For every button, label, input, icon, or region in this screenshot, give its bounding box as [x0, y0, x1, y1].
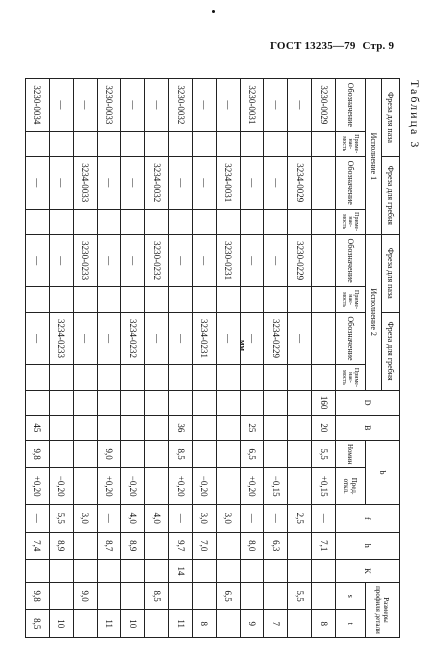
group-cutter-slot: Фреза для паза	[382, 79, 400, 157]
table-cell: +0,20	[97, 468, 121, 505]
table-cell: —	[264, 79, 288, 132]
table-cell	[240, 131, 264, 156]
table-cell: —	[216, 79, 240, 132]
table-cell	[216, 468, 240, 505]
table-cell	[73, 560, 97, 583]
col-designation-1: Обозначение	[336, 79, 366, 132]
rotated-table-wrapper	[25, 78, 400, 638]
table-cell	[121, 390, 145, 415]
table-cell	[240, 560, 264, 583]
table-cell	[169, 131, 193, 156]
table-cell	[192, 560, 216, 583]
group-cutter-slot-2: Фреза для паза	[382, 234, 400, 312]
table-cell: 5,5	[288, 582, 312, 609]
table-cell	[145, 440, 169, 467]
col-s: s	[336, 582, 366, 609]
table-cell	[73, 365, 97, 390]
table-cell: —	[312, 505, 336, 532]
table-cell: 3234-0231	[192, 312, 216, 365]
table-cell	[49, 440, 73, 467]
group-rib-dims: Размеры профиля детали	[366, 582, 400, 637]
table-cell	[97, 415, 121, 440]
table-cell	[26, 131, 50, 156]
table-cell: 3230-0033	[97, 79, 121, 132]
table-cell: 8,5	[169, 440, 193, 467]
table-cell: 10	[49, 610, 73, 638]
table-cell	[192, 131, 216, 156]
table-cell: 25	[240, 415, 264, 440]
table-cell	[49, 287, 73, 312]
col-k: K	[336, 560, 400, 583]
table-cell	[264, 365, 288, 390]
table-cell	[73, 209, 97, 234]
table-cell	[288, 560, 312, 583]
table-cell	[97, 209, 121, 234]
table-cell	[288, 440, 312, 467]
table-cell	[169, 209, 193, 234]
table-cell	[26, 287, 50, 312]
table-cell	[192, 287, 216, 312]
table-cell: —	[169, 505, 193, 532]
table-cell	[121, 415, 145, 440]
table-cell: 8,7	[97, 532, 121, 559]
table-cell: +0,15	[312, 468, 336, 505]
table-cell	[121, 560, 145, 583]
table-cell: —	[216, 312, 240, 365]
table-cell	[240, 287, 264, 312]
table-cell	[264, 415, 288, 440]
table-cell	[312, 209, 336, 234]
table-cell	[264, 209, 288, 234]
table-cell: +0,20	[169, 468, 193, 505]
table-cell: 9	[240, 610, 264, 638]
table-cell: 3230-0032	[169, 79, 193, 132]
table-title: Таблица 3	[408, 80, 422, 150]
table-cell	[288, 415, 312, 440]
table-cell: 3,0	[73, 505, 97, 532]
table-cell: —	[288, 312, 312, 365]
table-cell: —	[169, 156, 193, 209]
table-cell	[26, 209, 50, 234]
table-cell: 20	[312, 415, 336, 440]
table-cell: 3234-0032	[145, 156, 169, 209]
table-cell	[97, 287, 121, 312]
table-cell	[26, 390, 50, 415]
table-cell: 3230-0233	[73, 234, 97, 287]
table-row	[264, 79, 288, 638]
table-cell: —	[240, 234, 264, 287]
table-cell	[73, 610, 97, 638]
col-b: B	[336, 415, 400, 440]
col-designation-2: Обозначение	[336, 156, 366, 209]
table-cell	[169, 582, 193, 609]
page-header	[270, 40, 394, 52]
table-cell: —	[121, 234, 145, 287]
table-cell	[97, 560, 121, 583]
table-cell: —	[169, 234, 193, 287]
table-cell	[121, 287, 145, 312]
table-cell: —	[145, 312, 169, 365]
table-cell: 3234-0229	[264, 312, 288, 365]
table-cell	[169, 365, 193, 390]
table-row	[240, 79, 264, 638]
table-cell: 45	[26, 415, 50, 440]
group-cutter-rib: Фреза для гребня	[382, 156, 400, 234]
table-cell	[49, 131, 73, 156]
table-cell	[264, 582, 288, 609]
table-cell: 2,5	[288, 505, 312, 532]
table-cell: 6,5	[216, 582, 240, 609]
col-b-tol: Пред. откл.	[336, 468, 366, 505]
col-b-nom: Номин	[336, 440, 366, 467]
table-cell	[121, 131, 145, 156]
table-cell: —	[26, 234, 50, 287]
table-cell: 8,5	[26, 610, 50, 638]
table-cell: −0,15	[264, 468, 288, 505]
table-cell	[26, 560, 50, 583]
table-cell	[192, 390, 216, 415]
table-cell: 9,8	[26, 582, 50, 609]
table-row	[49, 79, 73, 638]
table-cell	[312, 234, 336, 287]
table-cell	[49, 560, 73, 583]
ink-dot	[212, 10, 215, 13]
col-applicability-2: Применаемость	[336, 209, 366, 234]
table-cell	[121, 209, 145, 234]
table-cell	[73, 415, 97, 440]
table-cell	[49, 209, 73, 234]
table-cell: 9,0	[73, 582, 97, 609]
table-cell: —	[192, 234, 216, 287]
table-cell	[312, 582, 336, 609]
table-cell	[264, 287, 288, 312]
table-cell: 9,0	[97, 440, 121, 467]
table-cell	[192, 415, 216, 440]
table-row	[121, 79, 145, 638]
table-cell	[121, 365, 145, 390]
table-cell: —	[240, 505, 264, 532]
table-cell	[216, 532, 240, 559]
table-cell	[216, 390, 240, 415]
table-cell: —	[26, 312, 50, 365]
table-cell: —	[97, 505, 121, 532]
table-cell: —	[288, 79, 312, 132]
table-cell	[312, 560, 336, 583]
table-row	[145, 79, 169, 638]
table-cell	[216, 560, 240, 583]
table-cell: 36	[169, 415, 193, 440]
table-cell	[312, 131, 336, 156]
table-cell: 11	[97, 610, 121, 638]
col-b-group: b	[366, 440, 400, 504]
table-row	[216, 79, 240, 638]
col-f: f	[336, 505, 400, 532]
table-cell	[97, 365, 121, 390]
table-cell: 5,5	[49, 505, 73, 532]
table-cell	[288, 209, 312, 234]
table-cell: 3230-0231	[216, 234, 240, 287]
table-cell	[216, 365, 240, 390]
table-cell	[73, 532, 97, 559]
table-cell	[288, 131, 312, 156]
table-cell	[312, 287, 336, 312]
table-cell: —	[240, 156, 264, 209]
table-cell: —	[97, 156, 121, 209]
table-cell	[312, 156, 336, 209]
table-cell: —	[145, 79, 169, 132]
table-row	[288, 79, 312, 638]
table-cell	[145, 287, 169, 312]
table-cell: 8	[312, 610, 336, 638]
table-cell	[145, 415, 169, 440]
table-cell: 3234-0029	[288, 156, 312, 209]
table-cell: 9,8	[26, 440, 50, 467]
table-cell: 4,0	[121, 505, 145, 532]
table-cell: 7,0	[192, 532, 216, 559]
table-cell: 9,7	[169, 532, 193, 559]
spec-table	[25, 78, 400, 638]
table-cell	[264, 560, 288, 583]
table-cell: —	[97, 234, 121, 287]
table-cell: −0,20	[192, 468, 216, 505]
table-cell	[145, 390, 169, 415]
table-cell	[192, 440, 216, 467]
col-t: t	[336, 610, 366, 638]
table-cell	[288, 532, 312, 559]
table-cell	[169, 287, 193, 312]
table-cell: 3230-0232	[145, 234, 169, 287]
table-cell	[192, 365, 216, 390]
col-h: h	[336, 532, 400, 559]
table-cell: 3234-0233	[49, 312, 73, 365]
table-cell	[192, 209, 216, 234]
table-cell	[216, 415, 240, 440]
table-cell: 3230-0031	[240, 79, 264, 132]
table-cell: 6,3	[264, 532, 288, 559]
table-row	[73, 79, 97, 638]
table-cell: —	[264, 234, 288, 287]
table-cell	[169, 390, 193, 415]
table-cell: 6,5	[240, 440, 264, 467]
table-cell	[121, 440, 145, 467]
table-cell	[49, 365, 73, 390]
table-cell	[121, 582, 145, 609]
table-cell: 8	[192, 610, 216, 638]
table-cell: —	[121, 79, 145, 132]
table-cell	[288, 468, 312, 505]
table-cell: —	[49, 156, 73, 209]
table-cell: —	[26, 505, 50, 532]
table-cell: 8,9	[121, 532, 145, 559]
table-cell	[145, 610, 169, 638]
table-cell	[145, 532, 169, 559]
table-row	[192, 79, 216, 638]
table-cell: —	[73, 312, 97, 365]
table-cell: 14	[169, 560, 193, 583]
table-cell: 3,0	[216, 505, 240, 532]
col-designation-4: Обозначение	[336, 312, 366, 365]
gost-number: ГОСТ 13235—79	[270, 40, 356, 52]
table-cell	[216, 209, 240, 234]
table-cell	[288, 390, 312, 415]
table-cell	[97, 390, 121, 415]
table-cell: —	[26, 156, 50, 209]
table-cell	[73, 440, 97, 467]
table-cell	[145, 560, 169, 583]
table-row	[169, 79, 193, 638]
table-cell	[97, 582, 121, 609]
table-cell: 8,9	[49, 532, 73, 559]
table-cell: —	[121, 156, 145, 209]
col-applicability-4: Применаемость	[336, 365, 366, 390]
table-cell: 3,0	[192, 505, 216, 532]
table-cell	[240, 390, 264, 415]
table-cell	[192, 582, 216, 609]
table-cell	[49, 415, 73, 440]
table-cell: —	[240, 312, 264, 365]
table-cell: —	[49, 79, 73, 132]
table-cell: 8,5	[145, 582, 169, 609]
table-cell: 7	[264, 610, 288, 638]
table-cell	[49, 582, 73, 609]
table-cell: 7,4	[26, 532, 50, 559]
table-cell	[73, 287, 97, 312]
table-cell	[216, 131, 240, 156]
group-variant2: Исполнение 2	[366, 234, 382, 390]
table-cell: 8,0	[240, 532, 264, 559]
table-cell	[288, 365, 312, 390]
table-cell	[312, 312, 336, 365]
units-label: мм	[238, 340, 247, 351]
table-cell: —	[264, 505, 288, 532]
table-cell: —	[192, 79, 216, 132]
table-cell: −0,20	[49, 468, 73, 505]
page-number: Стр. 9	[362, 40, 395, 52]
table-cell: 3230-0029	[312, 79, 336, 132]
col-applicability-3: Применаемость	[336, 287, 366, 312]
table-cell	[145, 131, 169, 156]
table-cell	[73, 468, 97, 505]
table-cell	[73, 131, 97, 156]
table-cell: 7,1	[312, 532, 336, 559]
table-cell: —	[49, 234, 73, 287]
table-cell	[288, 610, 312, 638]
table-cell: 3234-0031	[216, 156, 240, 209]
table-cell: 3230-0034	[26, 79, 50, 132]
table-cell: 5,5	[312, 440, 336, 467]
col-d: D	[336, 390, 400, 415]
table-cell	[145, 209, 169, 234]
table-cell	[216, 610, 240, 638]
table-cell: —	[73, 79, 97, 132]
group-variant1: Исполнение 1	[366, 79, 382, 235]
table-cell	[264, 390, 288, 415]
col-designation-3: Обозначение	[336, 234, 366, 287]
table-cell	[49, 390, 73, 415]
table-row	[312, 79, 336, 638]
table-cell: 3230-0229	[288, 234, 312, 287]
table-cell: 10	[121, 610, 145, 638]
table-cell: 3234-0232	[121, 312, 145, 365]
table-cell: —	[192, 156, 216, 209]
table-cell	[97, 131, 121, 156]
table-cell	[145, 468, 169, 505]
table-cell: 4,0	[145, 505, 169, 532]
table-cell	[264, 440, 288, 467]
table-cell: —	[97, 312, 121, 365]
table-cell	[240, 365, 264, 390]
table-row	[26, 79, 50, 638]
table-cell	[240, 209, 264, 234]
group-cutter-rib-2: Фреза для гребня	[382, 312, 400, 390]
table-cell	[73, 390, 97, 415]
table-cell: —	[169, 312, 193, 365]
table-cell: 11	[169, 610, 193, 638]
table-cell	[216, 287, 240, 312]
table-cell	[264, 131, 288, 156]
table-body	[26, 79, 336, 638]
table-cell	[26, 365, 50, 390]
table-cell	[216, 440, 240, 467]
table-cell	[312, 365, 336, 390]
col-applicability-1: Применаемость	[336, 131, 366, 156]
table-cell: —	[264, 156, 288, 209]
table-cell	[240, 582, 264, 609]
table-cell: −0,20	[121, 468, 145, 505]
table-cell	[145, 365, 169, 390]
table-cell: +0,20	[26, 468, 50, 505]
table-cell: +0,20	[240, 468, 264, 505]
table-cell	[288, 287, 312, 312]
table-cell: 3234-0033	[73, 156, 97, 209]
table-row	[97, 79, 121, 638]
table-cell: 160	[312, 390, 336, 415]
